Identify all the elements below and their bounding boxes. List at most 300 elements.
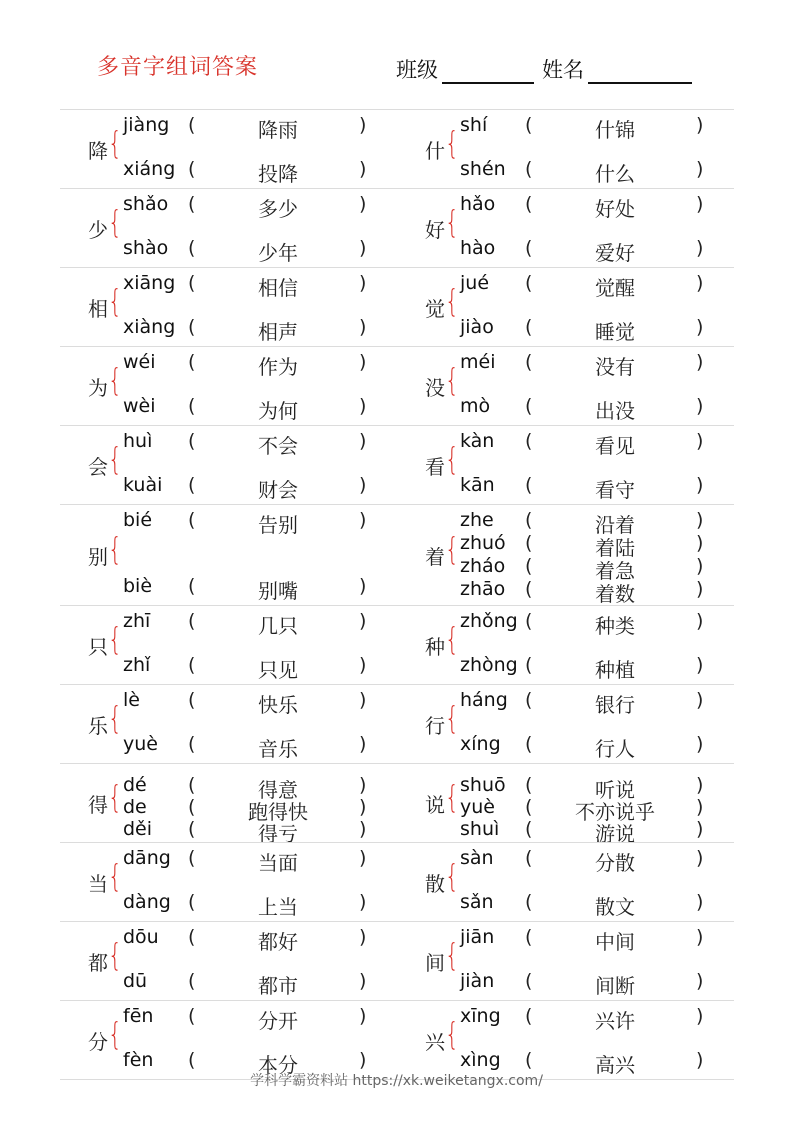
pinyin-label: dū bbox=[123, 970, 148, 992]
answer-word[interactable]: 几只 bbox=[258, 614, 298, 638]
answer-word[interactable]: 得亏 bbox=[258, 822, 298, 846]
page-title: 多音字组词答案 bbox=[97, 55, 259, 80]
answer-word[interactable]: 都市 bbox=[258, 974, 298, 998]
paren-open: ( bbox=[188, 158, 196, 180]
pinyin-label: dāng bbox=[123, 847, 171, 869]
class-blank[interactable] bbox=[442, 60, 534, 84]
paren-close: ) bbox=[359, 193, 367, 215]
polyphone-char: 都 bbox=[88, 951, 108, 975]
pinyin-label: zháo bbox=[460, 555, 506, 577]
paren-open: ( bbox=[188, 575, 196, 597]
paren-close: ) bbox=[359, 1005, 367, 1027]
brace-icon: { bbox=[108, 285, 122, 320]
answer-word[interactable]: 行人 bbox=[595, 737, 635, 761]
paren-open: ( bbox=[525, 796, 533, 818]
paren-close: ) bbox=[696, 272, 704, 294]
char-group-right bbox=[397, 426, 734, 504]
paren-open: ( bbox=[525, 970, 533, 992]
pinyin-label: zhuó bbox=[460, 532, 506, 554]
answer-word[interactable]: 都好 bbox=[258, 930, 298, 954]
paren-close: ) bbox=[359, 474, 367, 496]
paren-close: ) bbox=[696, 237, 704, 259]
answer-word[interactable]: 看见 bbox=[595, 434, 635, 458]
answer-word[interactable]: 着急 bbox=[595, 559, 635, 583]
brace-icon: { bbox=[445, 702, 459, 737]
polyphone-char: 少 bbox=[88, 218, 108, 242]
pinyin-label: kàn bbox=[460, 430, 495, 452]
answer-word[interactable]: 快乐 bbox=[258, 693, 298, 717]
answer-word[interactable]: 告别 bbox=[258, 513, 298, 537]
answer-word[interactable]: 跑得快 bbox=[248, 800, 308, 824]
answer-word[interactable]: 财会 bbox=[258, 478, 298, 502]
list-item bbox=[60, 575, 397, 603]
pinyin-label: kuài bbox=[123, 474, 163, 496]
polyphone-char: 当 bbox=[88, 872, 108, 896]
paren-close: ) bbox=[359, 1049, 367, 1071]
brace-icon: { bbox=[108, 1018, 122, 1053]
char-group-left bbox=[60, 426, 397, 504]
paren-open: ( bbox=[525, 555, 533, 577]
polyphone-char: 别 bbox=[88, 545, 108, 569]
class-label: 班级 bbox=[396, 58, 438, 82]
list-item bbox=[397, 114, 734, 142]
list-item bbox=[397, 555, 734, 583]
char-group-left bbox=[60, 1001, 397, 1079]
list-item bbox=[397, 578, 734, 606]
char-group-right bbox=[397, 189, 734, 267]
pinyin-label: lè bbox=[123, 689, 140, 711]
answer-word[interactable]: 不会 bbox=[258, 434, 298, 458]
answer-word[interactable]: 什么 bbox=[595, 162, 635, 186]
paren-open: ( bbox=[525, 891, 533, 913]
list-item bbox=[60, 733, 397, 761]
table-row bbox=[60, 425, 734, 504]
paren-open: ( bbox=[188, 847, 196, 869]
answer-word[interactable]: 降雨 bbox=[258, 118, 298, 142]
pinyin-label: mò bbox=[460, 395, 491, 417]
paren-close: ) bbox=[359, 114, 367, 136]
paren-close: ) bbox=[359, 395, 367, 417]
polyphone-char: 好 bbox=[425, 218, 445, 242]
pinyin-label: zhī bbox=[123, 610, 151, 632]
paren-close: ) bbox=[696, 114, 704, 136]
paren-close: ) bbox=[696, 430, 704, 452]
paren-open: ( bbox=[525, 818, 533, 840]
paren-close: ) bbox=[696, 555, 704, 577]
answer-word[interactable]: 分散 bbox=[595, 851, 635, 875]
list-item bbox=[397, 158, 734, 186]
table-row bbox=[60, 188, 734, 267]
brace-icon: { bbox=[445, 533, 459, 568]
table-row bbox=[60, 346, 734, 425]
paren-close: ) bbox=[359, 926, 367, 948]
pinyin-label: jiàn bbox=[460, 970, 495, 992]
answer-word[interactable]: 相信 bbox=[258, 276, 298, 300]
answer-word[interactable]: 什锦 bbox=[595, 118, 635, 142]
paren-open: ( bbox=[525, 158, 533, 180]
list-item bbox=[60, 237, 397, 265]
char-group-right bbox=[397, 1001, 734, 1079]
paren-close: ) bbox=[696, 654, 704, 676]
paren-close: ) bbox=[696, 610, 704, 632]
char-group-right bbox=[397, 347, 734, 425]
pinyin-label: huì bbox=[123, 430, 153, 452]
pinyin-label: xiāng bbox=[123, 272, 176, 294]
pinyin-label: yuè bbox=[123, 733, 158, 755]
char-group-right bbox=[397, 843, 734, 921]
list-item bbox=[397, 430, 734, 458]
list-item bbox=[60, 689, 397, 717]
answer-word[interactable]: 间断 bbox=[595, 974, 635, 998]
pinyin-label: sǎn bbox=[460, 891, 494, 913]
pinyin-label: biè bbox=[123, 575, 153, 597]
pinyin-label: zhǐ bbox=[123, 654, 151, 676]
paren-open: ( bbox=[525, 926, 533, 948]
char-group-left bbox=[60, 685, 397, 763]
list-item bbox=[60, 818, 397, 846]
paren-open: ( bbox=[188, 351, 196, 373]
list-item bbox=[60, 474, 397, 502]
paren-open: ( bbox=[525, 532, 533, 554]
name-blank[interactable] bbox=[588, 60, 692, 84]
list-item bbox=[397, 689, 734, 717]
list-item bbox=[60, 891, 397, 919]
paren-open: ( bbox=[188, 774, 196, 796]
table-row bbox=[60, 109, 734, 188]
paren-open: ( bbox=[525, 654, 533, 676]
paren-open: ( bbox=[525, 509, 533, 531]
table-row bbox=[60, 504, 734, 605]
polyphone-char: 看 bbox=[425, 455, 445, 479]
pinyin-label: xìng bbox=[460, 1049, 501, 1071]
answer-word[interactable]: 睡觉 bbox=[595, 320, 635, 344]
answer-word[interactable]: 出没 bbox=[595, 399, 635, 423]
list-item bbox=[397, 351, 734, 379]
paren-open: ( bbox=[525, 610, 533, 632]
paren-open: ( bbox=[525, 351, 533, 373]
answer-word[interactable]: 别嘴 bbox=[258, 579, 298, 603]
list-item bbox=[397, 796, 734, 824]
list-item bbox=[60, 430, 397, 458]
paren-close: ) bbox=[359, 272, 367, 294]
pinyin-label: shǎo bbox=[123, 193, 169, 215]
pinyin-label: dé bbox=[123, 774, 147, 796]
paren-close: ) bbox=[696, 351, 704, 373]
paren-open: ( bbox=[525, 114, 533, 136]
answer-word[interactable]: 银行 bbox=[595, 693, 635, 717]
list-item bbox=[60, 351, 397, 379]
answer-word[interactable]: 好处 bbox=[595, 197, 635, 221]
pinyin-label: shén bbox=[460, 158, 506, 180]
paren-open: ( bbox=[188, 474, 196, 496]
answer-word[interactable]: 看守 bbox=[595, 478, 635, 502]
polyphone-char: 分 bbox=[88, 1030, 108, 1054]
paren-open: ( bbox=[525, 272, 533, 294]
table-row bbox=[60, 921, 734, 1000]
answer-word[interactable]: 兴许 bbox=[595, 1009, 635, 1033]
paren-open: ( bbox=[525, 430, 533, 452]
answer-word[interactable]: 分开 bbox=[258, 1009, 298, 1033]
char-group-left bbox=[60, 764, 397, 846]
paren-close: ) bbox=[359, 796, 367, 818]
list-item bbox=[397, 316, 734, 344]
char-group-right bbox=[397, 606, 734, 684]
pinyin-label: zhe bbox=[460, 509, 494, 531]
paren-close: ) bbox=[359, 509, 367, 531]
paren-open: ( bbox=[525, 1005, 533, 1027]
pinyin-label: zhòng bbox=[460, 654, 518, 676]
list-item bbox=[60, 114, 397, 142]
brace-icon: { bbox=[108, 533, 122, 568]
paren-close: ) bbox=[359, 891, 367, 913]
paren-close: ) bbox=[359, 774, 367, 796]
polyphone-table bbox=[60, 109, 734, 1080]
brace-icon: { bbox=[108, 781, 122, 816]
paren-close: ) bbox=[696, 474, 704, 496]
char-group-left bbox=[60, 347, 397, 425]
polyphone-char: 间 bbox=[425, 951, 445, 975]
paren-open: ( bbox=[188, 970, 196, 992]
pinyin-label: sàn bbox=[460, 847, 494, 869]
pinyin-label: kān bbox=[460, 474, 495, 496]
paren-open: ( bbox=[188, 1049, 196, 1071]
paren-close: ) bbox=[696, 774, 704, 796]
list-item bbox=[397, 926, 734, 954]
list-item bbox=[397, 818, 734, 846]
brace-icon: { bbox=[445, 206, 459, 241]
paren-open: ( bbox=[188, 610, 196, 632]
pinyin-label: shào bbox=[123, 237, 169, 259]
paren-close: ) bbox=[696, 796, 704, 818]
pinyin-label: hǎo bbox=[460, 193, 496, 215]
pinyin-label: jué bbox=[460, 272, 490, 294]
list-item bbox=[397, 774, 734, 802]
paren-close: ) bbox=[359, 237, 367, 259]
paren-close: ) bbox=[359, 818, 367, 840]
brace-icon: { bbox=[108, 860, 122, 895]
paren-close: ) bbox=[696, 1005, 704, 1027]
brace-icon: { bbox=[445, 1018, 459, 1053]
list-item bbox=[60, 395, 397, 423]
paren-open: ( bbox=[525, 193, 533, 215]
list-item bbox=[397, 193, 734, 221]
paren-close: ) bbox=[696, 316, 704, 338]
answer-word[interactable]: 只见 bbox=[258, 658, 298, 682]
list-item bbox=[397, 395, 734, 423]
brace-icon: { bbox=[108, 443, 122, 478]
paren-open: ( bbox=[188, 509, 196, 531]
polyphone-char: 散 bbox=[425, 872, 445, 896]
answer-word[interactable]: 中间 bbox=[595, 930, 635, 954]
paren-close: ) bbox=[359, 351, 367, 373]
paren-close: ) bbox=[696, 509, 704, 531]
brace-icon: { bbox=[445, 781, 459, 816]
paren-close: ) bbox=[696, 158, 704, 180]
paren-open: ( bbox=[188, 193, 196, 215]
polyphone-char: 得 bbox=[88, 793, 108, 817]
answer-word[interactable]: 作为 bbox=[258, 355, 298, 379]
answer-word[interactable]: 没有 bbox=[595, 355, 635, 379]
answer-word[interactable]: 沿着 bbox=[595, 513, 635, 537]
paren-close: ) bbox=[359, 733, 367, 755]
list-item bbox=[60, 926, 397, 954]
pinyin-label: xiàng bbox=[123, 316, 176, 338]
pinyin-label: dōu bbox=[123, 926, 159, 948]
pinyin-label: xíng bbox=[460, 733, 501, 755]
pinyin-label: fēn bbox=[123, 1005, 154, 1027]
polyphone-char: 兴 bbox=[425, 1030, 445, 1054]
char-group-left bbox=[60, 110, 397, 188]
answer-word[interactable]: 得意 bbox=[258, 778, 298, 802]
table-row bbox=[60, 763, 734, 846]
list-item bbox=[60, 158, 397, 186]
paren-open: ( bbox=[525, 474, 533, 496]
pinyin-label: zhāo bbox=[460, 578, 506, 600]
list-item bbox=[60, 970, 397, 998]
brace-icon: { bbox=[445, 443, 459, 478]
list-item bbox=[397, 1005, 734, 1033]
answer-word[interactable]: 觉醒 bbox=[595, 276, 635, 300]
paren-open: ( bbox=[188, 733, 196, 755]
answer-word[interactable]: 投降 bbox=[258, 162, 298, 186]
paren-open: ( bbox=[525, 847, 533, 869]
answer-word[interactable]: 当面 bbox=[258, 851, 298, 875]
pinyin-label: wèi bbox=[123, 395, 156, 417]
paren-open: ( bbox=[188, 689, 196, 711]
paren-open: ( bbox=[188, 891, 196, 913]
paren-close: ) bbox=[359, 689, 367, 711]
answer-word[interactable]: 相声 bbox=[258, 320, 298, 344]
list-item bbox=[60, 316, 397, 344]
list-item bbox=[60, 774, 397, 802]
brace-icon: { bbox=[445, 860, 459, 895]
paren-close: ) bbox=[359, 610, 367, 632]
list-item bbox=[397, 733, 734, 761]
answer-word[interactable]: 听说 bbox=[595, 778, 635, 802]
pinyin-label: méi bbox=[460, 351, 496, 373]
polyphone-char: 觉 bbox=[425, 297, 445, 321]
table-row bbox=[60, 605, 734, 684]
list-item bbox=[397, 237, 734, 265]
polyphone-char: 着 bbox=[425, 545, 445, 569]
paren-open: ( bbox=[188, 430, 196, 452]
name-label: 姓名 bbox=[542, 58, 584, 82]
polyphone-char: 会 bbox=[88, 455, 108, 479]
paren-open: ( bbox=[525, 316, 533, 338]
paren-close: ) bbox=[696, 818, 704, 840]
paren-close: ) bbox=[696, 193, 704, 215]
answer-word[interactable]: 游说 bbox=[595, 822, 635, 846]
pinyin-label: hào bbox=[460, 237, 496, 259]
char-group-right bbox=[397, 110, 734, 188]
polyphone-char: 种 bbox=[425, 635, 445, 659]
char-group-right bbox=[397, 505, 734, 605]
list-item bbox=[397, 970, 734, 998]
paren-open: ( bbox=[188, 114, 196, 136]
paren-close: ) bbox=[696, 578, 704, 600]
answer-word[interactable]: 为何 bbox=[258, 399, 298, 423]
char-group-left bbox=[60, 922, 397, 1000]
polyphone-char: 只 bbox=[88, 635, 108, 659]
answer-word[interactable]: 本分 bbox=[258, 1053, 298, 1077]
answer-word[interactable]: 着陆 bbox=[595, 536, 635, 560]
paren-close: ) bbox=[359, 847, 367, 869]
answer-word[interactable]: 上当 bbox=[258, 895, 298, 919]
paren-open: ( bbox=[525, 689, 533, 711]
pinyin-label: xiáng bbox=[123, 158, 176, 180]
brace-icon: { bbox=[108, 206, 122, 241]
char-group-left bbox=[60, 606, 397, 684]
pinyin-label: wéi bbox=[123, 351, 156, 373]
paren-close: ) bbox=[359, 970, 367, 992]
char-group-right bbox=[397, 764, 734, 846]
pinyin-label: jiào bbox=[460, 316, 494, 338]
brace-icon: { bbox=[445, 939, 459, 974]
answer-word[interactable]: 种植 bbox=[595, 658, 635, 682]
brace-icon: { bbox=[108, 623, 122, 658]
answer-word[interactable]: 多少 bbox=[258, 197, 298, 221]
brace-icon: { bbox=[445, 364, 459, 399]
list-item bbox=[397, 610, 734, 638]
polyphone-char: 什 bbox=[425, 139, 445, 163]
list-item bbox=[397, 654, 734, 682]
table-row bbox=[60, 1000, 734, 1080]
paren-open: ( bbox=[188, 272, 196, 294]
answer-word[interactable]: 音乐 bbox=[258, 737, 298, 761]
answer-word[interactable]: 种类 bbox=[595, 614, 635, 638]
char-group-left bbox=[60, 189, 397, 267]
paren-open: ( bbox=[188, 237, 196, 259]
paren-close: ) bbox=[696, 847, 704, 869]
polyphone-char: 降 bbox=[88, 139, 108, 163]
pinyin-label: zhǒng bbox=[460, 610, 518, 632]
list-item bbox=[397, 509, 734, 537]
char-group-left bbox=[60, 505, 397, 605]
table-row bbox=[60, 267, 734, 346]
polyphone-char: 乐 bbox=[88, 714, 108, 738]
paren-close: ) bbox=[359, 575, 367, 597]
paren-close: ) bbox=[696, 395, 704, 417]
char-group-left bbox=[60, 843, 397, 921]
paren-open: ( bbox=[525, 733, 533, 755]
paren-close: ) bbox=[359, 430, 367, 452]
answer-word[interactable]: 爱好 bbox=[595, 241, 635, 265]
paren-close: ) bbox=[696, 926, 704, 948]
paren-close: ) bbox=[359, 158, 367, 180]
char-group-right bbox=[397, 922, 734, 1000]
list-item bbox=[60, 654, 397, 682]
answer-word[interactable]: 散文 bbox=[595, 895, 635, 919]
table-row bbox=[60, 842, 734, 921]
paren-close: ) bbox=[696, 1049, 704, 1071]
student-fields bbox=[396, 54, 692, 84]
answer-word[interactable]: 着数 bbox=[595, 582, 635, 606]
pinyin-label: xīng bbox=[460, 1005, 501, 1027]
list-item bbox=[397, 474, 734, 502]
answer-word[interactable]: 少年 bbox=[258, 241, 298, 265]
polyphone-char: 相 bbox=[88, 297, 108, 321]
list-item bbox=[60, 193, 397, 221]
paren-close: ) bbox=[359, 654, 367, 676]
paren-close: ) bbox=[696, 733, 704, 755]
paren-open: ( bbox=[188, 926, 196, 948]
pinyin-label: dàng bbox=[123, 891, 171, 913]
list-item bbox=[397, 532, 734, 560]
answer-word[interactable]: 不亦说乎 bbox=[575, 800, 655, 824]
paren-open: ( bbox=[188, 316, 196, 338]
answer-word[interactable]: 高兴 bbox=[595, 1053, 635, 1077]
list-item bbox=[60, 796, 397, 824]
